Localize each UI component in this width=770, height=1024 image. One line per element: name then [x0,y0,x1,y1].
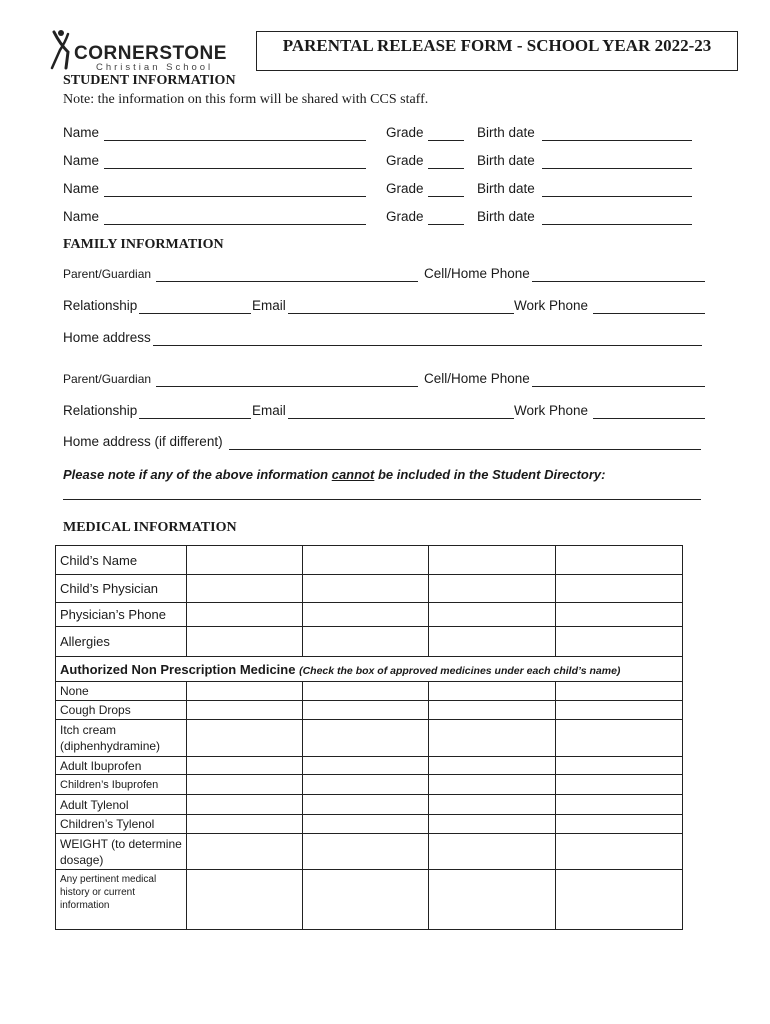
name-label: Name [63,153,100,168]
child-cell[interactable] [556,603,683,627]
relationship-label: Relationship [63,403,138,418]
history-cell[interactable] [429,870,556,930]
home-address-label: Home address [63,330,151,345]
medicine-label: Itch cream (diphenhydramine) [56,720,187,757]
logo-subtitle: Christian School [96,62,214,73]
work-phone-field[interactable] [593,418,705,419]
name-field[interactable] [104,196,366,197]
check-cell[interactable] [429,701,556,720]
name-label: Name [63,125,100,140]
parent-guardian-label: Parent/Guardian [63,372,152,386]
medicine-section-header [56,657,683,682]
history-cell[interactable] [556,870,683,930]
row-label: Physician’s Phone [56,603,187,627]
check-cell[interactable] [187,720,303,757]
table-row [56,575,683,603]
check-cell[interactable] [556,682,683,701]
birth-date-label: Birth date [477,125,535,140]
birth-date-label: Birth date [477,153,535,168]
cell-phone-label: Cell/Home Phone [424,266,530,281]
child-cell[interactable] [429,575,556,603]
student-info-note: Note: the information on this form will be shared with CCS staff. [63,92,429,107]
medical-table [55,545,683,930]
table-row [56,682,683,701]
email-label: Email [252,403,286,418]
table-row [56,834,683,870]
check-cell[interactable] [303,775,429,795]
child-cell[interactable] [556,575,683,603]
check-cell[interactable] [429,815,556,834]
child-cell[interactable] [303,575,429,603]
name-field[interactable] [104,168,366,169]
check-cell[interactable] [556,720,683,757]
birth-date-field[interactable] [542,196,692,197]
table-row [56,775,683,795]
grade-label: Grade [386,125,424,140]
name-label: Name [63,181,100,196]
child-cell[interactable] [187,575,303,603]
grade-field[interactable] [428,140,464,141]
row-label: Child’s Name [56,546,187,575]
table-row [56,546,683,575]
child-cell[interactable] [556,546,683,575]
home-address-field[interactable] [153,345,702,346]
grade-label: Grade [386,181,424,196]
child-cell[interactable] [303,546,429,575]
name-label: Name [63,209,100,224]
section-note: (Check the box of approved medicines under each child’s name) [299,664,621,677]
check-cell[interactable] [429,795,556,815]
table-row [56,757,683,775]
section-header-cell [56,657,683,682]
child-cell[interactable] [556,627,683,657]
check-cell[interactable] [429,757,556,775]
directory-note-text: be included in the Student Directory: [374,467,606,482]
child-cell[interactable] [187,603,303,627]
cell-phone-field[interactable] [532,281,705,282]
work-phone-label: Work Phone [514,403,589,418]
child-cell[interactable] [429,546,556,575]
directory-note-emphasis: cannot [331,467,375,482]
row-label: Child’s Physician [56,575,187,603]
medicine-label: Children’s Tylenol [56,815,187,834]
birth-date-label: Birth date [477,209,535,224]
child-cell[interactable] [429,603,556,627]
birth-date-field[interactable] [542,140,692,141]
name-field[interactable] [104,224,366,225]
grade-field[interactable] [428,196,464,197]
check-cell[interactable] [429,720,556,757]
table-row [56,795,683,815]
weight-cell[interactable] [429,834,556,870]
check-cell[interactable] [303,795,429,815]
home-address-diff-label: Home address (if different) [63,434,223,449]
relationship-field[interactable] [139,313,251,314]
birth-date-label: Birth date [477,181,535,196]
cell-phone-label: Cell/Home Phone [424,371,530,386]
name-field[interactable] [104,140,366,141]
row-label: Allergies [56,627,187,657]
parent-guardian-field[interactable] [156,281,418,282]
check-cell[interactable] [556,795,683,815]
check-cell[interactable] [556,701,683,720]
form-title: PARENTAL RELEASE FORM - SCHOOL YEAR 2022-23 [256,31,738,71]
check-cell[interactable] [187,701,303,720]
check-cell[interactable] [429,682,556,701]
check-cell[interactable] [187,775,303,795]
grade-label: Grade [386,209,424,224]
history-cell[interactable] [187,870,303,930]
relationship-label: Relationship [63,298,138,313]
email-field[interactable] [288,418,514,419]
family-info-heading: FAMILY INFORMATION [63,237,224,252]
check-cell[interactable] [187,682,303,701]
parent-guardian-label: Parent/Guardian [63,267,152,281]
table-row [56,627,683,657]
medicine-label: None [56,682,187,701]
grade-label: Grade [386,153,424,168]
table-row [56,720,683,757]
cell-phone-field[interactable] [532,386,705,387]
directory-note-field[interactable] [63,499,701,500]
email-field[interactable] [288,313,514,314]
check-cell[interactable] [303,682,429,701]
birth-date-field[interactable] [542,224,692,225]
check-cell[interactable] [556,757,683,775]
child-cell[interactable] [303,627,429,657]
medicine-label: Any pertinent medical history or current information [56,870,187,930]
work-phone-field[interactable] [593,313,705,314]
check-cell[interactable] [429,775,556,795]
student-info-heading: STUDENT INFORMATION [63,73,236,88]
work-phone-label: Work Phone [514,298,589,313]
child-cell[interactable] [187,546,303,575]
check-cell[interactable] [556,775,683,795]
table-row [56,815,683,834]
email-label: Email [252,298,286,313]
table-row [56,603,683,627]
table-row [56,701,683,720]
medicine-label: Children’s Ibuprofen [56,775,187,795]
directory-note [63,467,605,482]
medicine-label: WEIGHT (to determine dosage) [56,834,187,870]
check-cell[interactable] [303,757,429,775]
child-cell[interactable] [303,603,429,627]
grade-field[interactable] [428,224,464,225]
section-title: Authorized Non Prescription Medicine [60,661,296,677]
table-row [56,870,683,930]
check-cell[interactable] [187,757,303,775]
child-cell[interactable] [429,627,556,657]
medicine-label: Adult Ibuprofen [56,757,187,775]
check-cell[interactable] [556,815,683,834]
check-cell[interactable] [303,720,429,757]
directory-note-text: Please note if any of the above information [63,467,332,482]
medicine-label: Adult Tylenol [56,795,187,815]
check-cell[interactable] [187,795,303,815]
check-cell[interactable] [303,815,429,834]
weight-cell[interactable] [187,834,303,870]
weight-cell[interactable] [303,834,429,870]
check-cell[interactable] [187,815,303,834]
weight-cell[interactable] [556,834,683,870]
relationship-field[interactable] [139,418,251,419]
grade-field[interactable] [428,168,464,169]
check-cell[interactable] [303,701,429,720]
parent-guardian-field[interactable] [156,386,418,387]
medicine-label: Cough Drops [56,701,187,720]
child-cell[interactable] [187,627,303,657]
logo-name: CORNERSTONE [74,43,227,64]
birth-date-field[interactable] [542,168,692,169]
home-address-diff-field[interactable] [229,449,701,450]
medical-info-heading: MEDICAL INFORMATION [63,520,237,535]
history-cell[interactable] [303,870,429,930]
